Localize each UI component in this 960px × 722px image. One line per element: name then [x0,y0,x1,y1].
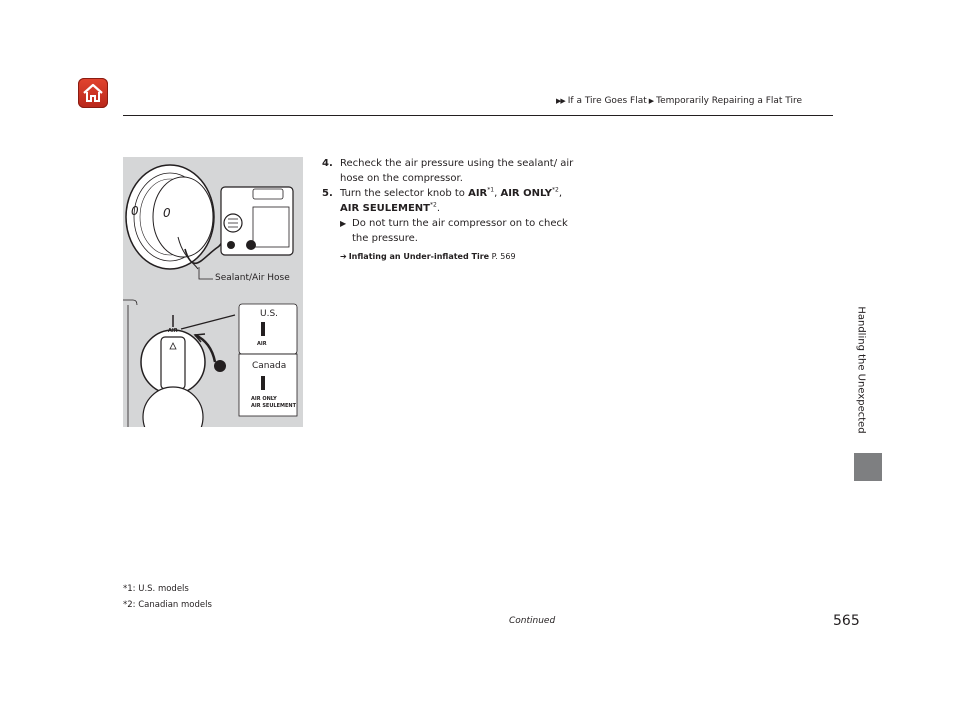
step-4 [322,156,582,186]
step-number: 5. [322,188,333,199]
reference-icon: ➔ [340,252,347,261]
reference-page[interactable]: P. 569 [491,252,516,261]
footnote-2: *2: Canadian models [123,600,212,610]
mode-air: AIR [468,188,488,199]
hose-label: Sealant/Air Hose [215,273,290,283]
home-button[interactable] [78,78,108,108]
step-text: Turn the selector knob to [340,188,469,199]
instructions [322,156,582,264]
section-tab[interactable] [854,453,882,481]
reference-title[interactable]: Inflating an Under-inflated Tire [348,252,490,261]
section-side-label-text: Handling the Unexpected [855,306,867,434]
step-text: Recheck the air pressure using the sealant/ air hose on the compressor. [340,158,574,184]
home-icon [78,78,108,108]
compressor-illustration [123,157,303,427]
canada-knob-text-1: AIR ONLY [251,396,277,402]
tire-mark: 0 [131,204,139,218]
canada-knob-text-2: AIR SEULEMENT [251,403,296,409]
step-number: 4. [322,158,333,169]
cross-reference[interactable] [340,249,582,264]
step-5 [322,186,582,216]
footnote-ref: *2 [552,186,559,194]
footnote-ref: *2 [429,201,437,209]
comma: , [494,188,501,199]
compressor-drawing [123,157,303,427]
dial-air-text: AIR [168,328,178,334]
header-rule [123,115,833,116]
mode-air-only: AIR ONLY [500,188,553,199]
us-knob-text: AIR [257,341,267,347]
us-label: U.S. [260,309,279,319]
sub-note [322,216,582,246]
continued-label: Continued [509,616,556,626]
breadcrumb-arrows-icon: ▶▶ [556,97,565,105]
comma: , [558,188,563,199]
note-arrow-icon: ▶ [340,219,347,228]
period: . [436,203,440,214]
tire-valve-mark: 0 [163,206,171,220]
breadcrumb-item[interactable]: Temporarily Repairing a Flat Tire [656,96,803,106]
canada-label: Canada [252,361,287,371]
page-number: 565 [833,613,860,629]
breadcrumb-item[interactable]: If a Tire Goes Flat [567,96,647,106]
sub-note-text: Do not turn the air compressor on to check the pressure. [352,218,568,244]
breadcrumb [556,96,802,106]
footnote-1: *1: U.S. models [123,584,189,594]
footnote-ref: *1 [487,186,495,194]
breadcrumb-separator-icon: ▶ [648,97,655,105]
section-side-label [854,290,868,450]
mode-air-seulement: AIR SEULEMENT [340,203,430,214]
